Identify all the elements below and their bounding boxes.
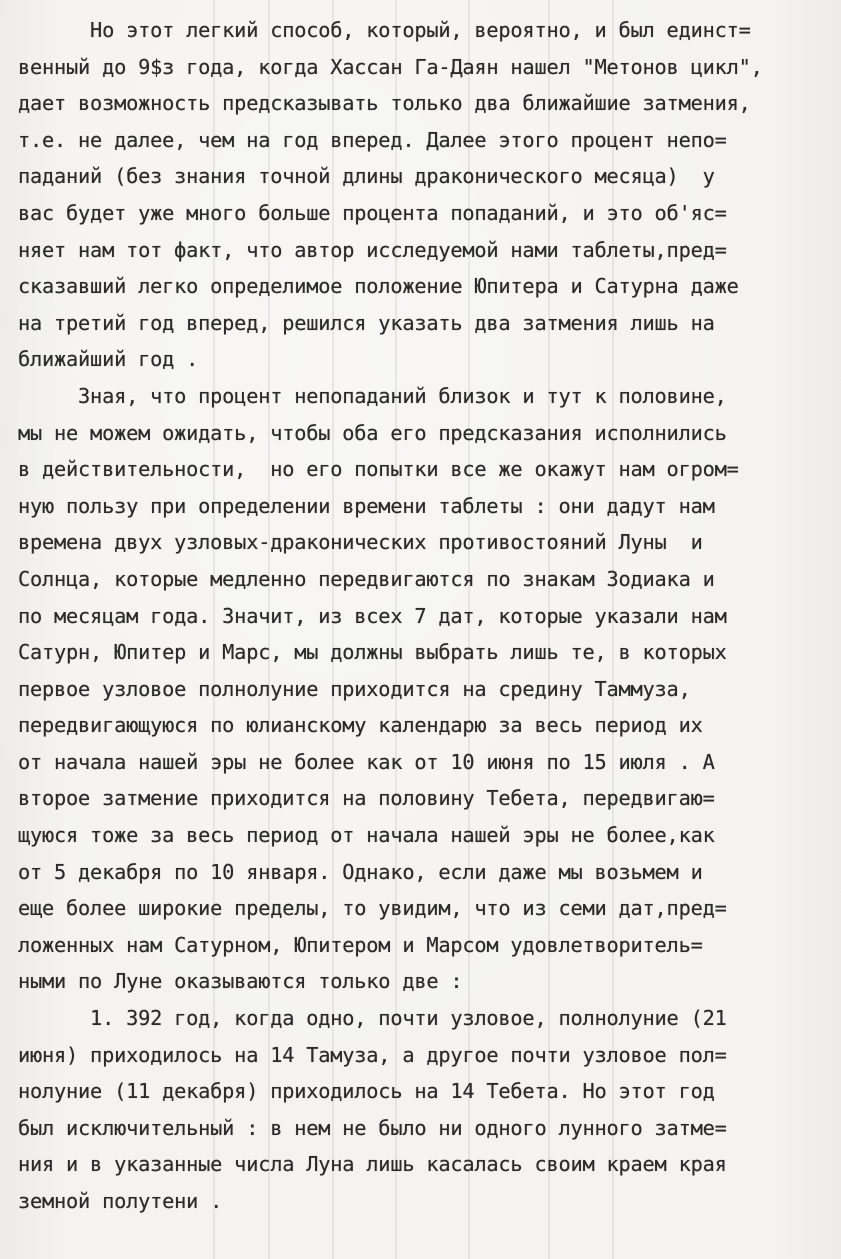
- text-line: ную пользу при определении времени таблеты : они дадут нам: [18, 493, 715, 518]
- text-line: нолуние (11 декабря) приходилось на 14 Тебета. Но этот год: [18, 1079, 715, 1104]
- text-line: Но этот легкий способ, который, вероятно, и был единст=: [18, 18, 751, 42]
- text-line: Сатурн, Юпитер и Марс, мы должны выбрать лишь те, в которых: [18, 640, 727, 665]
- text-line: еще более широкие пределы, то увидим, что из семи дат,пред=: [18, 896, 727, 921]
- text-line: земной полутени .: [18, 1189, 223, 1213]
- text-line: щуюся тоже за весь период от начала нашей эры не более,как: [18, 823, 715, 848]
- text-line: вас будет уже много больше процента попаданий, и это об'яс=: [18, 200, 727, 225]
- text-line: времена двух узловых-драконических противостояний Луны и: [18, 530, 703, 555]
- text-line: Солнца, которые медленно передвигаются по знакам Зодиака и: [18, 566, 715, 591]
- document-body: [18, 12, 830, 1220]
- text-line: т.е. не далее, чем на год вперед. Далее этого процент непо=: [18, 127, 727, 152]
- text-line: ными по Луне оказываются только две :: [18, 969, 463, 994]
- text-line: первое узловое полнолуние приходится на средину Таммуза,: [18, 676, 691, 701]
- text-line: на третий год вперед, решился указать два затмения лишь на: [18, 310, 715, 335]
- text-line: паданий (без знания точной длины драконического месяца) у: [18, 164, 715, 189]
- text-line: венный до 9$з года, когда Хассан Га-Даян нашел "Метонов цикл",: [18, 54, 763, 79]
- text-line: июня) приходилось на 14 Тамуза, а другое почти узловое пол=: [18, 1042, 727, 1067]
- text-line: от начала нашей эры не более как от 10 июня по 15 июля . А: [18, 749, 715, 774]
- text-line: передвигающуюся по юлианскому календарю за весь период их: [18, 713, 703, 738]
- text-line: ния и в указанные числа Луна лишь касалась своим краем края: [18, 1152, 727, 1177]
- text-line: второе затмение приходится на половину Тебета, передвигаю=: [18, 786, 715, 811]
- text-line: от 5 декабря по 10 января. Однако, если даже мы возьмем и: [18, 859, 703, 884]
- text-line: ложенных нам Сатурном, Юпитером и Марсом удовлетворитель=: [18, 932, 703, 957]
- text-line: был исключительный : в нем не было ни одного лунного затме=: [18, 1115, 727, 1140]
- text-line: по месяцам года. Значит, из всех 7 дат, которые указали нам: [18, 603, 727, 628]
- text-line: в действительности, но его попытки все же окажут нам огром=: [18, 457, 739, 482]
- text-line: дает возможность предсказывать только два ближайшие затмения,: [18, 91, 751, 116]
- text-line: Зная, что процент непопаданий близок и тут к половине,: [18, 383, 727, 408]
- text-line: сказавший легко определимое положение Юпитера и Сатурна даже: [18, 274, 739, 299]
- text-line: ближайший год .: [18, 347, 199, 372]
- text-line: няет нам тот факт, что автор исследуемой нами таблеты,пред=: [18, 237, 727, 262]
- text-line: мы не можем ожидать, чтобы оба его предсказания исполнились: [18, 420, 727, 445]
- text-line: 1. 392 год, когда одно, почти узловое, полнолуние (21: [18, 1006, 727, 1031]
